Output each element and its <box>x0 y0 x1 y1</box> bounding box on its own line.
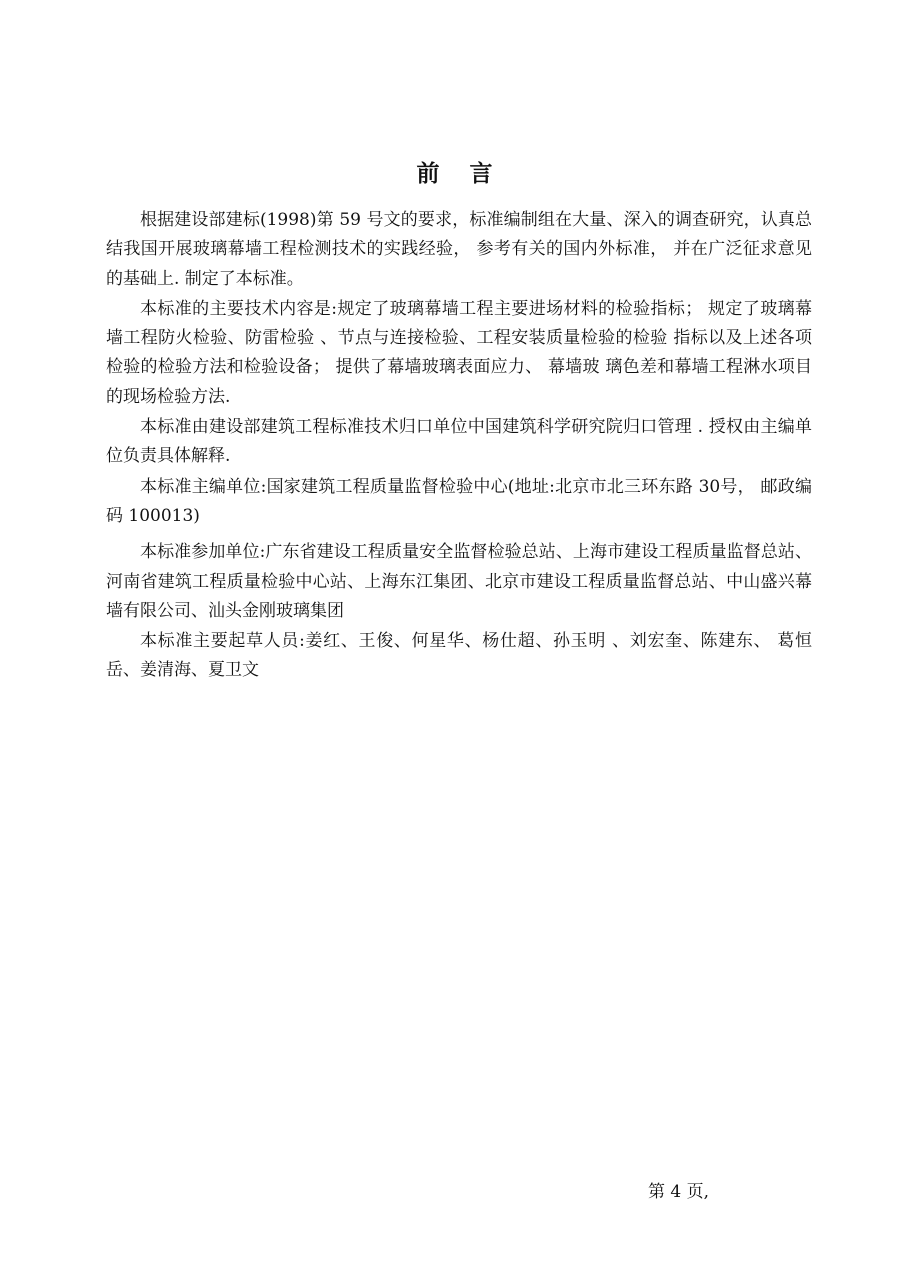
page-number: 第 4 页, <box>648 1182 710 1202</box>
page-title <box>0 158 909 190</box>
paragraph-chief-editor: 本标准主编单位:国家建筑工程质量监督检验中心(地址:北京市北三环东路 30号， 邮政编码 100013) <box>106 476 812 526</box>
paragraph-drafters: 本标准主要起草人员:姜红、王俊、何星华、杨仕超、孙玉明 、刘宏奎、陈建东、 葛恒岳、姜清海、夏卫文 <box>106 631 812 681</box>
preface-body <box>106 206 812 687</box>
paragraph-participating-units: 本标准参加单位:广东省建设工程质量安全监督检验总站、上海市建设工程质量监督总站、河南省建筑工程质量检验中心站、上海东江集团、北京市建设工程质量监督总站、中山盛兴幕墙有限公司、汕头金刚玻璃集团 <box>106 542 812 621</box>
paragraph-basis: 根据建设部建标(1998)第 59 号文的要求，标准编制组在大量、深入的调查研究，认真总结我国开展玻璃幕墙工程检测技术的实践经验， 参考有关的国内外标准， 并在广泛征求意见的基础上. 制定了本标准。 <box>106 210 812 289</box>
title-char-2: 言 <box>469 161 493 187</box>
paragraph-management: 本标准由建设部建筑工程标准技术归口单位中国建筑科学研究院归口管理 . 授权由主编单位负责具体解释. <box>106 417 812 467</box>
paragraph-technical-content: 本标准的主要技术内容是:规定了玻璃幕墙工程主要进场材料的检验指标； 规定了玻璃幕墙工程防火检验、防雷检验 、节点与连接检验、工程安装质量检验的检验 指标以及上述各项检验的检验方法和检验设备； 提供了幕墙玻璃表面应力、 幕墙玻 璃色差和幕墙工程淋水项目的现场检验方法. <box>106 298 812 407</box>
title-char-1: 前 <box>416 161 440 187</box>
